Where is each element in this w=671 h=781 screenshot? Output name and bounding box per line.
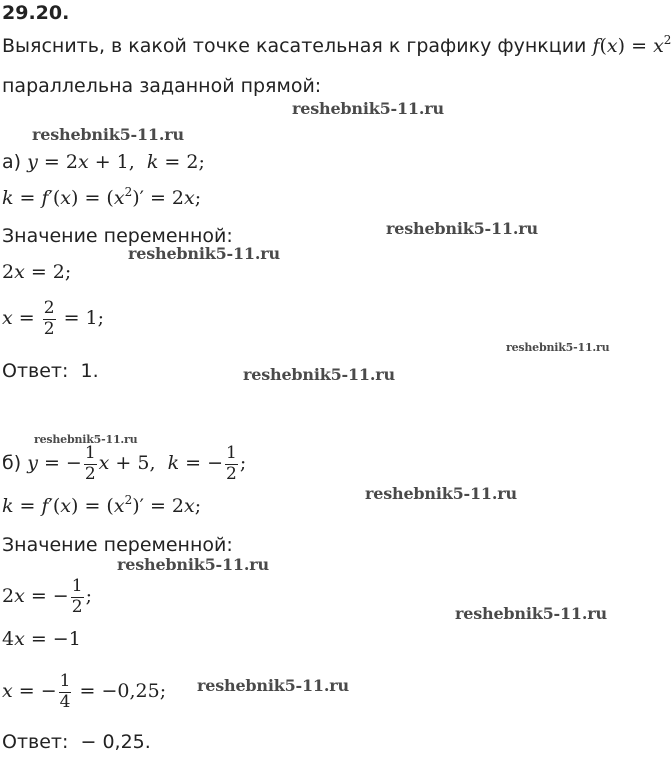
part-a-answer [2, 362, 99, 381]
watermark: reshebnik5-11.ru [243, 365, 395, 384]
problem-statement-line1 [2, 33, 671, 57]
part-b-label: б) [2, 452, 22, 475]
watermark: reshebnik5-11.ru [128, 244, 280, 263]
part-b-multiplied: 4x = −1 [2, 628, 81, 650]
part-b-answer [2, 733, 151, 752]
answer-label: Ответ: [2, 731, 69, 753]
watermark: reshebnik5-11.ru [34, 433, 138, 446]
watermark: reshebnik5-11.ru [506, 341, 610, 354]
watermark: reshebnik5-11.ru [32, 125, 184, 144]
watermark: reshebnik5-11.ru [455, 604, 607, 623]
part-a-equation: 2x = 2; [2, 261, 72, 283]
fraction: $\frac{1}{2}$ [71, 576, 83, 617]
part-b-solution: x = − $\frac{1}{4}$ = −0,25; [2, 671, 167, 712]
part-a-var-label: Значение переменной: [2, 225, 233, 247]
statement-text: Выяснить, в какой точке касательная к графику функции [2, 35, 593, 57]
fraction: $\frac{1}{4}$ [59, 671, 71, 712]
part-b-derivative: $k = f'(x) = (x^2)' = 2x$; [2, 493, 202, 517]
part-a-derivative: $k = f'(x) = (x^2)' = 2x$; [2, 185, 202, 209]
fraction: $\frac{1}{2}$ [226, 443, 237, 484]
fraction: $\frac{1}{2}$ [84, 443, 96, 484]
part-b-var-label: Значение переменной: [2, 534, 233, 556]
part-a-solution: x = $\frac{2}{2}$ = 1; [2, 298, 105, 339]
watermark: reshebnik5-11.ru [386, 219, 538, 238]
fraction: $\frac{2}{2}$ [43, 298, 55, 339]
watermark: reshebnik5-11.ru [365, 484, 517, 503]
part-b-equation: 2x = − $\frac{1}{2}$ ; [2, 576, 92, 617]
answer-label: Ответ: [2, 360, 69, 382]
answer-value: 1. [80, 360, 99, 382]
watermark: reshebnik5-11.ru [117, 555, 269, 574]
answer-value: − 0,25. [80, 731, 151, 753]
function-expression: $f(x) = x^2$ [592, 33, 671, 57]
part-a-line-equation: y = 2x + 1, k = 2; [27, 151, 205, 173]
part-b-line-equation: y = − $\frac{1}{2}$ x + 5, k = − $\frac{1}{2}$ ; [27, 443, 247, 484]
problem-number: 29.20. [2, 2, 70, 24]
part-a-condition [2, 153, 205, 172]
part-a-label: а) [2, 151, 22, 173]
problem-statement-line2: параллельна заданной прямой: [2, 75, 322, 97]
watermark: reshebnik5-11.ru [197, 676, 349, 695]
part-b-condition [2, 444, 246, 484]
watermark: reshebnik5-11.ru [292, 99, 444, 118]
